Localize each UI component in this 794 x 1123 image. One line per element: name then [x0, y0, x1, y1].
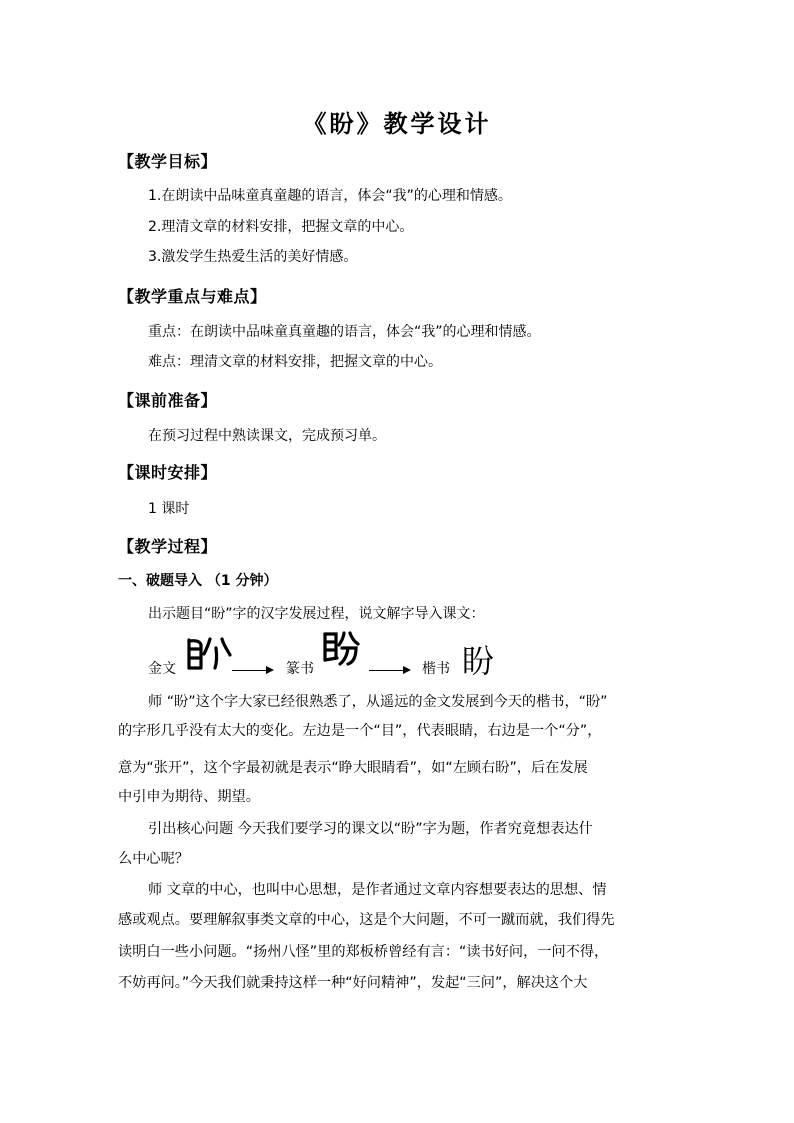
page-title: 《盼》教学设计 — [302, 109, 492, 138]
paragraph-line: 师 文章的中心，也叫中心思想，是作者通过文章内容想要表达的思想、情 — [148, 882, 607, 898]
focus-text: 重点：在朗读中品味童真童趣的语言，体会“我”的心理和情感。 — [148, 324, 541, 340]
paragraph-line: 么中心呢？ — [118, 851, 189, 867]
step1-title: 一、破题导入 （1 分钟） — [118, 573, 278, 589]
paragraph-line: 引出核心问题 今天我们要学习的课文以“盼”字为题，作者究竟想表达什 — [148, 821, 593, 837]
paragraph-line: 不妨再问。”今天我们就秉持这样一种“好问精神”，发起“三问”，解决这个大 — [118, 975, 588, 991]
jinwen-pan-glyph — [186, 636, 232, 672]
goal-item: 2.理清文章的材料安排，把握文章的中心。 — [148, 219, 414, 235]
prep-text: 在预习过程中熟读课文，完成预习单。 — [148, 428, 386, 444]
section-heading-process: 【教学过程】 — [118, 537, 218, 556]
zhuanshu-pan-glyph — [322, 630, 360, 666]
paragraph-line: 的字形几乎没有太大的变化。左边是一个“目”，代表眼睛，右边是一个“分”， — [118, 723, 602, 739]
step1-intro: 出示题目“盼”字的汉字发展过程，说文解字导入课文： — [148, 606, 485, 622]
goal-item: 3.激发学生热爱生活的美好情感。 — [148, 249, 358, 265]
schedule-text: 1 课时 — [148, 501, 190, 517]
section-heading-key-points: 【教学重点与难点】 — [118, 287, 267, 306]
section-heading-prep: 【课前准备】 — [118, 391, 218, 410]
evolution-arrow — [232, 670, 272, 671]
jinwen-label: 金文 — [148, 661, 176, 677]
paragraph-line: 读明白一些小问题。“扬州八怪”里的郑板桥曾经有言：“读书好问，一问不得， — [118, 944, 609, 960]
goal-item: 1.在朗读中品味童真童趣的语言，体会“我”的心理和情感。 — [148, 188, 512, 204]
difficulty-text: 难点：理清文章的材料安排，把握文章的中心。 — [148, 354, 442, 370]
zhuanshu-label: 篆书 — [286, 661, 314, 677]
paragraph-line: 意为“张开”，这个字最初就是表示“睁大眼睛看”，如“左顾右盼”，后在发展 — [118, 760, 588, 776]
section-heading-goals: 【教学目标】 — [118, 152, 218, 171]
paragraph-line: 中引申为期待、期望。 — [118, 789, 260, 805]
kaishu-label: 楷书 — [422, 661, 450, 677]
section-heading-schedule: 【课时安排】 — [118, 463, 218, 482]
kaishu-pan-char: 盼 — [462, 642, 495, 680]
paragraph-line: 师 “盼”这个字大家已经很熟悉了，从遥远的金文发展到今天的楷书，“盼” — [148, 694, 608, 710]
evolution-arrow — [369, 670, 409, 671]
paragraph-line: 感或观点。要理解叙事类文章的中心，这是个大问题，不可一蹴而就，我们得先 — [118, 912, 615, 928]
